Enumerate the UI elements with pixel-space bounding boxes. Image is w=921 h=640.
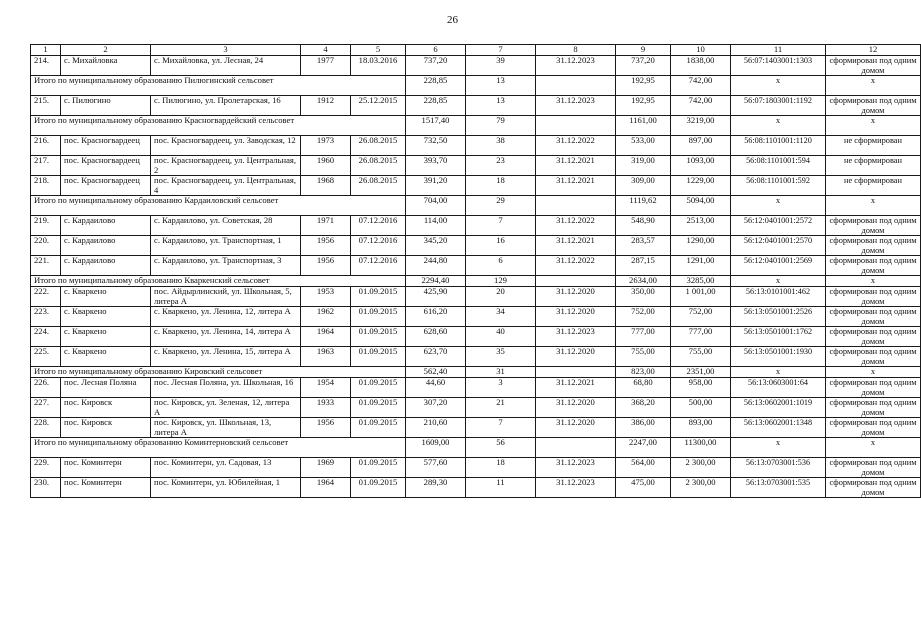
cell-address: пос. Коминтерн, ул. Юбилейная, 1 (151, 478, 301, 498)
table-row (31, 378, 921, 398)
cell-row-number: 230. (31, 478, 61, 498)
cell-land-area: 2 300,00 (671, 478, 731, 498)
cell-land-status: сформирован под одним домом (826, 96, 921, 116)
cell-land-status: x (826, 367, 921, 378)
cell-area-to-resettle: 309,00 (616, 176, 671, 196)
column-number: 11 (731, 45, 826, 56)
cell-land-status: x (826, 196, 921, 216)
registry-table (30, 44, 921, 498)
cell-planned-resettlement-date (536, 276, 616, 287)
cell-row-number: 228. (31, 418, 61, 438)
cell-row-number: 222. (31, 287, 61, 307)
cell-address: пос. Красногвардеец, ул. Центральная, 4 (151, 176, 301, 196)
cell-land-area: 3285,00 (671, 276, 731, 287)
cell-land-status: сформирован под одним домом (826, 418, 921, 438)
cell-land-status: не сформирован (826, 176, 921, 196)
cell-area-to-resettle: 386,00 (616, 418, 671, 438)
table-row (31, 136, 921, 156)
table-row (31, 347, 921, 367)
cell-cadastral-number: 56:13:0501001:2526 (731, 307, 826, 327)
cell-planned-resettlement-date: 31.12.2023 (536, 56, 616, 76)
cell-total-area: 577,60 (406, 458, 466, 478)
subtotal-label: Итого по муниципальному образованию Коминтерновский сельсовет (31, 438, 406, 458)
cell-date-recognized: 26.08.2015 (351, 136, 406, 156)
cell-residents-count: 39 (466, 56, 536, 76)
cell-area-to-resettle: 823,00 (616, 367, 671, 378)
column-number: 1 (31, 45, 61, 56)
cell-area-to-resettle: 287,15 (616, 256, 671, 276)
cell-total-area: 732,50 (406, 136, 466, 156)
cell-year-built: 1953 (301, 287, 351, 307)
subtotal-row (31, 276, 921, 287)
cell-planned-resettlement-date: 31.12.2022 (536, 136, 616, 156)
cell-residents-count: 34 (466, 307, 536, 327)
table-row (31, 307, 921, 327)
cell-year-built: 1933 (301, 398, 351, 418)
cell-total-area: 393,70 (406, 156, 466, 176)
cell-residents-count: 40 (466, 327, 536, 347)
cell-land-status: сформирован под одним домом (826, 307, 921, 327)
cell-residents-count: 11 (466, 478, 536, 498)
cell-row-number: 227. (31, 398, 61, 418)
cell-settlement: с. Михайловка (61, 56, 151, 76)
cell-area-to-resettle: 319,00 (616, 156, 671, 176)
cell-area-to-resettle: 737,20 (616, 56, 671, 76)
table-row (31, 287, 921, 307)
cell-cadastral-number: 56:08:1101001:592 (731, 176, 826, 196)
cell-settlement: с. Кваркено (61, 307, 151, 327)
table-row (31, 176, 921, 196)
cell-total-area: 1517,40 (406, 116, 466, 136)
column-number: 7 (466, 45, 536, 56)
cell-residents-count: 31 (466, 367, 536, 378)
cell-land-status: сформирован под одним домом (826, 327, 921, 347)
cell-cadastral-number: 56:12:0401001:2569 (731, 256, 826, 276)
cell-year-built: 1964 (301, 478, 351, 498)
cell-land-area: 893,00 (671, 418, 731, 438)
cell-area-to-resettle: 2247,00 (616, 438, 671, 458)
cell-area-to-resettle: 475,00 (616, 478, 671, 498)
cell-land-area: 777,00 (671, 327, 731, 347)
cell-year-built: 1971 (301, 216, 351, 236)
column-number: 4 (301, 45, 351, 56)
subtotal-row (31, 116, 921, 136)
cell-total-area: 210,60 (406, 418, 466, 438)
cell-date-recognized: 01.09.2015 (351, 378, 406, 398)
table-row (31, 327, 921, 347)
subtotal-label: Итого по муниципальному образованию Кваркенский сельсовет (31, 276, 406, 287)
cell-land-status: сформирован под одним домом (826, 56, 921, 76)
column-number: 2 (61, 45, 151, 56)
table-row (31, 256, 921, 276)
cell-year-built: 1962 (301, 307, 351, 327)
cell-date-recognized: 26.08.2015 (351, 156, 406, 176)
cell-row-number: 214. (31, 56, 61, 76)
cell-year-built: 1963 (301, 347, 351, 367)
cell-date-recognized: 01.09.2015 (351, 307, 406, 327)
cell-row-number: 220. (31, 236, 61, 256)
table-row (31, 478, 921, 498)
cell-row-number: 219. (31, 216, 61, 236)
cell-cadastral-number: 56:13:0703001:536 (731, 458, 826, 478)
cell-date-recognized: 18.03.2016 (351, 56, 406, 76)
cell-residents-count: 3 (466, 378, 536, 398)
cell-planned-resettlement-date: 31.12.2022 (536, 256, 616, 276)
subtotal-label: Итого по муниципальному образованию Кировский сельсовет (31, 367, 406, 378)
cell-total-area: 1609,00 (406, 438, 466, 458)
cell-address: с. Кардаилово, ул. Транспортная, 3 (151, 256, 301, 276)
cell-row-number: 224. (31, 327, 61, 347)
cell-land-area: 752,00 (671, 307, 731, 327)
cell-cadastral-number: 56:07:1803001:1192 (731, 96, 826, 116)
cell-cadastral-number: 56:08:1101001:594 (731, 156, 826, 176)
cell-total-area: 704,00 (406, 196, 466, 216)
cell-cadastral-number: 56:13:0602001:1019 (731, 398, 826, 418)
cell-land-status: x (826, 438, 921, 458)
cell-planned-resettlement-date: 31.12.2021 (536, 236, 616, 256)
cell-area-to-resettle: 533,00 (616, 136, 671, 156)
cell-residents-count: 79 (466, 116, 536, 136)
cell-planned-resettlement-date (536, 438, 616, 458)
cell-land-status: сформирован под одним домом (826, 256, 921, 276)
cell-address: пос. Кировск, ул. Школьная, 13, литера А (151, 418, 301, 438)
cell-year-built: 1964 (301, 327, 351, 347)
cell-residents-count: 7 (466, 216, 536, 236)
cell-year-built: 1954 (301, 378, 351, 398)
cell-date-recognized: 01.09.2015 (351, 347, 406, 367)
cell-land-status: сформирован под одним домом (826, 458, 921, 478)
cell-land-area: 1290,00 (671, 236, 731, 256)
cell-area-to-resettle: 68,80 (616, 378, 671, 398)
cell-cadastral-number: 56:13:0501001:1930 (731, 347, 826, 367)
cell-year-built: 1912 (301, 96, 351, 116)
cell-total-area: 616,20 (406, 307, 466, 327)
cell-date-recognized: 07.12.2016 (351, 216, 406, 236)
cell-address: пос. Кировск, ул. Зеленая, 12, литера А (151, 398, 301, 418)
cell-cadastral-number: x (731, 367, 826, 378)
cell-settlement: с. Кваркено (61, 327, 151, 347)
cell-total-area: 244,80 (406, 256, 466, 276)
cell-land-area: 11300,00 (671, 438, 731, 458)
cell-row-number: 217. (31, 156, 61, 176)
cell-cadastral-number: 56:12:0401001:2570 (731, 236, 826, 256)
cell-row-number: 218. (31, 176, 61, 196)
cell-date-recognized: 01.09.2015 (351, 398, 406, 418)
cell-area-to-resettle: 1119,62 (616, 196, 671, 216)
cell-settlement: пос. Лесная Поляна (61, 378, 151, 398)
cell-land-status: x (826, 116, 921, 136)
cell-planned-resettlement-date: 31.12.2020 (536, 418, 616, 438)
cell-year-built: 1956 (301, 418, 351, 438)
cell-residents-count: 23 (466, 156, 536, 176)
cell-land-area: 500,00 (671, 398, 731, 418)
cell-area-to-resettle: 777,00 (616, 327, 671, 347)
cell-cadastral-number: 56:13:0703001:535 (731, 478, 826, 498)
table-row (31, 96, 921, 116)
cell-date-recognized: 07.12.2016 (351, 236, 406, 256)
cell-land-area: 5094,00 (671, 196, 731, 216)
page-number: 26 (447, 14, 458, 26)
cell-settlement: с. Кардаилово (61, 236, 151, 256)
cell-address: пос. Красногвардеец, ул. Заводская, 12 (151, 136, 301, 156)
column-number: 6 (406, 45, 466, 56)
cell-date-recognized: 01.09.2015 (351, 327, 406, 347)
cell-total-area: 114,00 (406, 216, 466, 236)
cell-land-status: сформирован под одним домом (826, 216, 921, 236)
cell-area-to-resettle: 283,57 (616, 236, 671, 256)
cell-land-area: 1 001,00 (671, 287, 731, 307)
cell-residents-count: 7 (466, 418, 536, 438)
table-row (31, 236, 921, 256)
cell-area-to-resettle: 192,95 (616, 76, 671, 96)
cell-settlement: с. Кардаилово (61, 256, 151, 276)
cell-land-area: 1838,00 (671, 56, 731, 76)
cell-address: с. Кваркено, ул. Ленина, 15, литера А (151, 347, 301, 367)
cell-address: пос. Красногвардеец, ул. Центральная, 2 (151, 156, 301, 176)
cell-land-area: 3219,00 (671, 116, 731, 136)
cell-cadastral-number: x (731, 276, 826, 287)
cell-residents-count: 35 (466, 347, 536, 367)
cell-address: с. Кваркено, ул. Ленина, 12, литера А (151, 307, 301, 327)
cell-cadastral-number: 56:12:0401001:2572 (731, 216, 826, 236)
cell-settlement: пос. Кировск (61, 418, 151, 438)
cell-address: с. Пилюгино, ул. Пролетарская, 16 (151, 96, 301, 116)
cell-planned-resettlement-date: 31.12.2023 (536, 458, 616, 478)
cell-total-area: 228,85 (406, 76, 466, 96)
cell-row-number: 229. (31, 458, 61, 478)
cell-row-number: 225. (31, 347, 61, 367)
table-row (31, 398, 921, 418)
subtotal-row (31, 438, 921, 458)
cell-total-area: 44,60 (406, 378, 466, 398)
cell-date-recognized: 07.12.2016 (351, 256, 406, 276)
cell-settlement: пос. Коминтерн (61, 458, 151, 478)
cell-residents-count: 6 (466, 256, 536, 276)
table-row (31, 56, 921, 76)
cell-residents-count: 38 (466, 136, 536, 156)
cell-planned-resettlement-date: 31.12.2020 (536, 287, 616, 307)
cell-cadastral-number: 56:13:0501001:1762 (731, 327, 826, 347)
cell-planned-resettlement-date: 31.12.2021 (536, 156, 616, 176)
cell-address: пос. Коминтерн, ул. Садовая, 13 (151, 458, 301, 478)
column-number-row (31, 45, 921, 56)
cell-residents-count: 56 (466, 438, 536, 458)
cell-total-area: 737,20 (406, 56, 466, 76)
cell-cadastral-number: x (731, 116, 826, 136)
cell-cadastral-number: x (731, 438, 826, 458)
cell-planned-resettlement-date: 31.12.2022 (536, 216, 616, 236)
cell-residents-count: 13 (466, 76, 536, 96)
cell-land-area: 958,00 (671, 378, 731, 398)
cell-area-to-resettle: 755,00 (616, 347, 671, 367)
subtotal-label: Итого по муниципальному образованию Пилюгинский сельсовет (31, 76, 406, 96)
cell-year-built: 1977 (301, 56, 351, 76)
cell-settlement: с. Кваркено (61, 287, 151, 307)
cell-year-built: 1973 (301, 136, 351, 156)
cell-settlement: пос. Кировск (61, 398, 151, 418)
cell-cadastral-number: 56:07:1403001:1303 (731, 56, 826, 76)
cell-planned-resettlement-date: 31.12.2021 (536, 176, 616, 196)
cell-planned-resettlement-date: 31.12.2020 (536, 347, 616, 367)
cell-settlement: пос. Коминтерн (61, 478, 151, 498)
cell-area-to-resettle: 192,95 (616, 96, 671, 116)
cell-row-number: 215. (31, 96, 61, 116)
cell-date-recognized: 01.09.2015 (351, 478, 406, 498)
column-number: 9 (616, 45, 671, 56)
cell-planned-resettlement-date (536, 367, 616, 378)
cell-residents-count: 29 (466, 196, 536, 216)
cell-land-area: 1229,00 (671, 176, 731, 196)
cell-area-to-resettle: 564,00 (616, 458, 671, 478)
cell-land-status: сформирован под одним домом (826, 347, 921, 367)
table-row (31, 418, 921, 438)
cell-date-recognized: 26.08.2015 (351, 176, 406, 196)
cell-row-number: 223. (31, 307, 61, 327)
cell-planned-resettlement-date: 31.12.2023 (536, 478, 616, 498)
cell-year-built: 1960 (301, 156, 351, 176)
cell-land-area: 755,00 (671, 347, 731, 367)
table-row (31, 458, 921, 478)
column-number: 5 (351, 45, 406, 56)
subtotal-row (31, 76, 921, 96)
cell-land-status: x (826, 76, 921, 96)
cell-land-status: не сформирован (826, 136, 921, 156)
cell-row-number: 221. (31, 256, 61, 276)
cell-land-status: не сформирован (826, 156, 921, 176)
cell-land-area: 2513,00 (671, 216, 731, 236)
cell-date-recognized: 01.09.2015 (351, 287, 406, 307)
subtotal-row (31, 196, 921, 216)
cell-planned-resettlement-date (536, 196, 616, 216)
cell-residents-count: 16 (466, 236, 536, 256)
cell-row-number: 226. (31, 378, 61, 398)
cell-year-built: 1956 (301, 236, 351, 256)
cell-total-area: 289,30 (406, 478, 466, 498)
cell-date-recognized: 01.09.2015 (351, 458, 406, 478)
cell-land-status: x (826, 276, 921, 287)
cell-total-area: 2294,40 (406, 276, 466, 287)
cell-area-to-resettle: 368,20 (616, 398, 671, 418)
subtotal-row (31, 367, 921, 378)
cell-land-area: 897,00 (671, 136, 731, 156)
cell-date-recognized: 25.12.2015 (351, 96, 406, 116)
cell-planned-resettlement-date: 31.12.2023 (536, 96, 616, 116)
cell-planned-resettlement-date: 31.12.2020 (536, 398, 616, 418)
column-number: 3 (151, 45, 301, 56)
cell-area-to-resettle: 548,90 (616, 216, 671, 236)
cell-total-area: 391,20 (406, 176, 466, 196)
cell-land-status: сформирован под одним домом (826, 378, 921, 398)
cell-residents-count: 18 (466, 176, 536, 196)
cell-cadastral-number: x (731, 76, 826, 96)
cell-planned-resettlement-date: 31.12.2021 (536, 378, 616, 398)
cell-land-area: 1291,00 (671, 256, 731, 276)
cell-land-area: 742,00 (671, 96, 731, 116)
cell-total-area: 345,20 (406, 236, 466, 256)
cell-planned-resettlement-date: 31.12.2020 (536, 307, 616, 327)
cell-settlement: пос. Красногвардеец (61, 156, 151, 176)
cell-address: пос. Лесная Поляна, ул. Школьная, 16 (151, 378, 301, 398)
subtotal-label: Итого по муниципальному образованию Кардаиловский сельсовет (31, 196, 406, 216)
table-row (31, 216, 921, 236)
cell-area-to-resettle: 2634,00 (616, 276, 671, 287)
cell-address: пос. Айдырлинский, ул. Школьная, 5, литера А (151, 287, 301, 307)
cell-area-to-resettle: 752,00 (616, 307, 671, 327)
cell-settlement: с. Кардаилово (61, 216, 151, 236)
cell-year-built: 1956 (301, 256, 351, 276)
column-number: 10 (671, 45, 731, 56)
cell-total-area: 425,90 (406, 287, 466, 307)
table-row (31, 156, 921, 176)
cell-address: с. Кардаилово, ул. Транспортная, 1 (151, 236, 301, 256)
cell-total-area: 307,20 (406, 398, 466, 418)
cell-residents-count: 20 (466, 287, 536, 307)
cell-land-status: сформирован под одним домом (826, 398, 921, 418)
cell-year-built: 1969 (301, 458, 351, 478)
cell-address: с. Кардаилово, ул. Советская, 28 (151, 216, 301, 236)
cell-cadastral-number: 56:13:0602001:1348 (731, 418, 826, 438)
cell-cadastral-number: 56:08:1101001:1120 (731, 136, 826, 156)
cell-land-area: 1093,00 (671, 156, 731, 176)
cell-cadastral-number: x (731, 196, 826, 216)
registry-body (31, 45, 921, 498)
cell-settlement: пос. Красногвардеец (61, 136, 151, 156)
column-number: 12 (826, 45, 921, 56)
cell-row-number: 216. (31, 136, 61, 156)
cell-planned-resettlement-date (536, 76, 616, 96)
cell-land-area: 2 300,00 (671, 458, 731, 478)
cell-land-status: сформирован под одним домом (826, 478, 921, 498)
cell-year-built: 1968 (301, 176, 351, 196)
cell-date-recognized: 01.09.2015 (351, 418, 406, 438)
cell-cadastral-number: 56:13:0101001:462 (731, 287, 826, 307)
cell-settlement: с. Пилюгино (61, 96, 151, 116)
cell-residents-count: 129 (466, 276, 536, 287)
cell-residents-count: 18 (466, 458, 536, 478)
column-number: 8 (536, 45, 616, 56)
cell-area-to-resettle: 1161,00 (616, 116, 671, 136)
cell-total-area: 628,60 (406, 327, 466, 347)
cell-total-area: 623,70 (406, 347, 466, 367)
cell-residents-count: 21 (466, 398, 536, 418)
cell-land-status: сформирован под одним домом (826, 287, 921, 307)
cell-settlement: с. Кваркено (61, 347, 151, 367)
cell-planned-resettlement-date (536, 116, 616, 136)
cell-total-area: 228,85 (406, 96, 466, 116)
cell-land-status: сформирован под одним домом (826, 236, 921, 256)
cell-planned-resettlement-date: 31.12.2023 (536, 327, 616, 347)
subtotal-label: Итого по муниципальному образованию Красногвардейский сельсовет (31, 116, 406, 136)
cell-residents-count: 13 (466, 96, 536, 116)
cell-address: с. Кваркено, ул. Ленина, 14, литера А (151, 327, 301, 347)
cell-area-to-resettle: 350,00 (616, 287, 671, 307)
cell-settlement: пос. Красногвардеец (61, 176, 151, 196)
cell-total-area: 562,40 (406, 367, 466, 378)
cell-address: с. Михайловка, ул. Лесная, 24 (151, 56, 301, 76)
cell-cadastral-number: 56:13:0603001:64 (731, 378, 826, 398)
cell-land-area: 2351,00 (671, 367, 731, 378)
cell-land-area: 742,00 (671, 76, 731, 96)
